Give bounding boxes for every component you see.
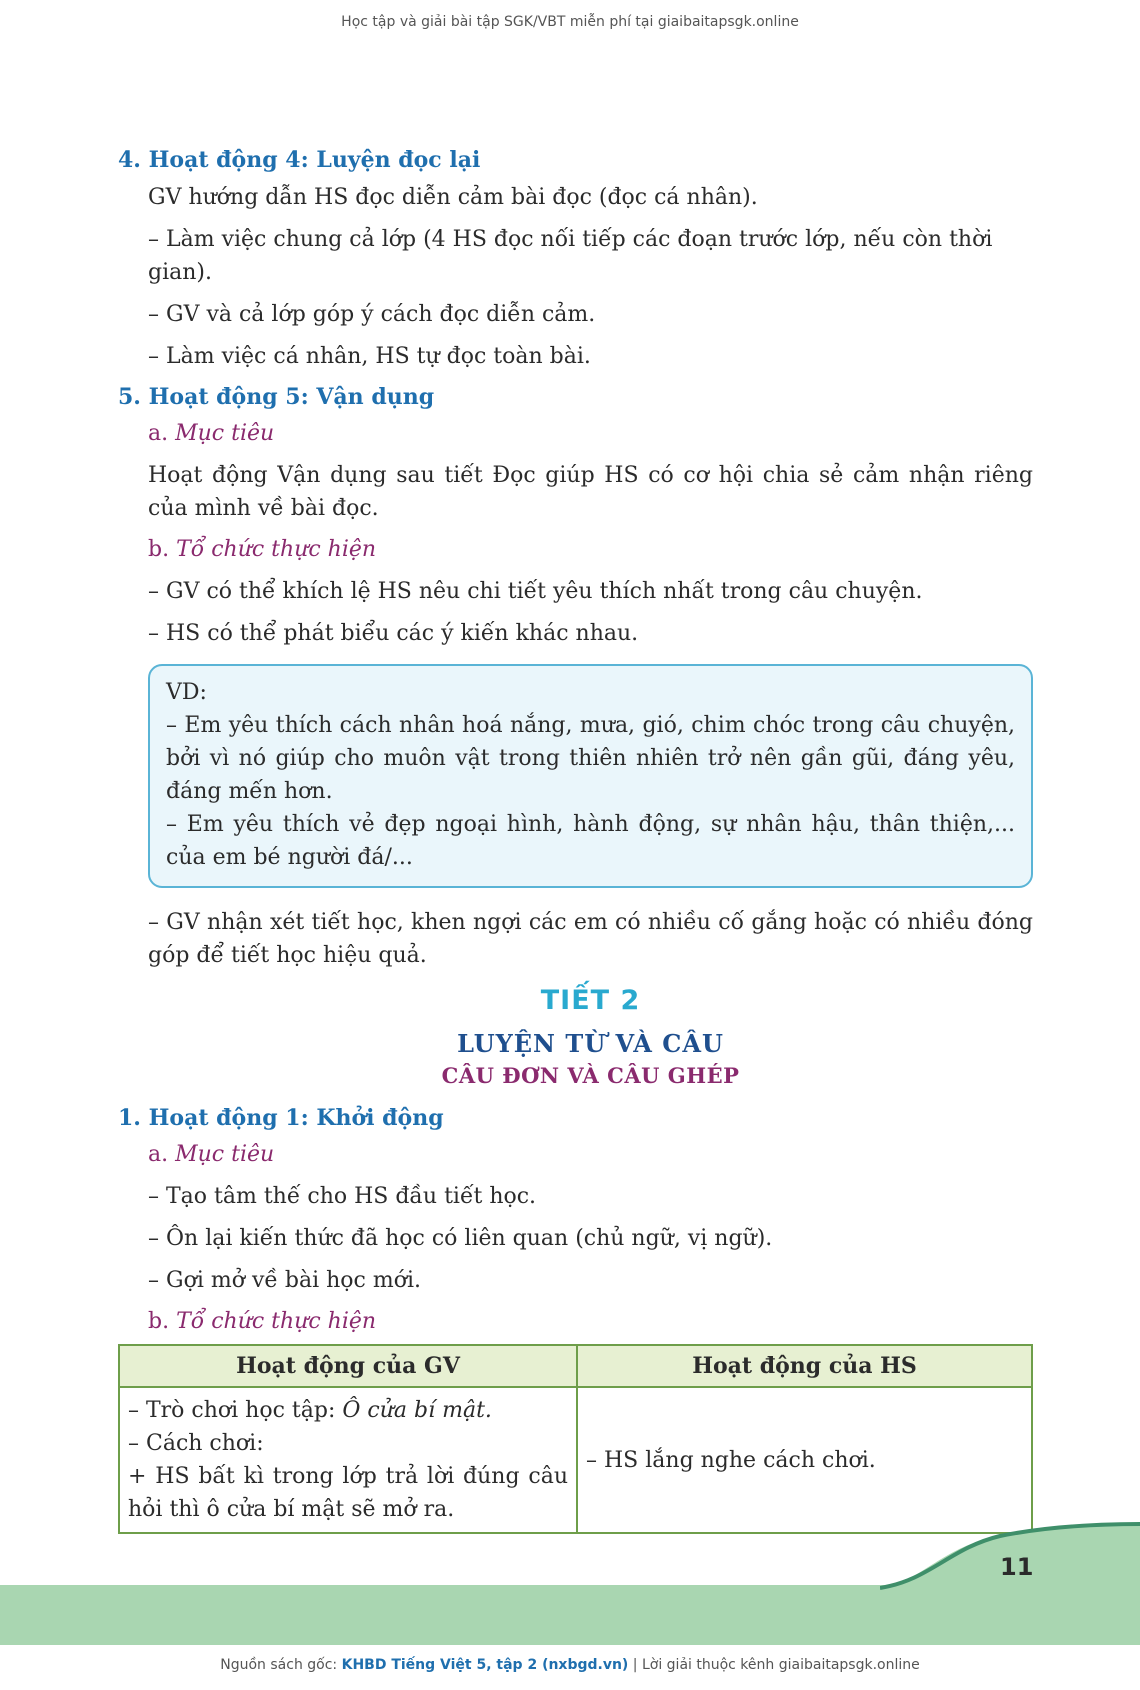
organization-subheading (148, 1306, 1033, 1338)
student-activity-text: – HS lắng nghe cách chơi. (586, 1447, 876, 1473)
example-line: – Em yêu thích cách nhân hoá nắng, mưa, gió, chim chóc trong câu chuyện, bởi vì nó giúp cho muôn vật trong thiên nhiên trở nên gần gũi, đáng yêu, đáng mến hơn. (166, 713, 1015, 804)
objective-letter: a. (148, 1142, 169, 1167)
footer-band (0, 1585, 1140, 1645)
activity-4-line: GV hướng dẫn HS đọc diễn cảm bài đọc (đọc cá nhân). (148, 185, 758, 210)
objective-letter: a. (148, 421, 169, 446)
organization-subheading (148, 534, 1033, 566)
period-title: TIẾT 2 (540, 985, 641, 1016)
example-box (148, 664, 1033, 888)
activity-4-line: – Làm việc chung cả lớp (4 HS đọc nối tiếp các đoạn trước lớp, nếu còn thời gian). (148, 227, 993, 285)
objective-subheading (148, 418, 1033, 450)
lesson-title: LUYỆN TỪ VÀ CÂU (457, 1029, 724, 1058)
activity-4-body (118, 181, 1033, 373)
game-name: Ô cửa bí mật. (342, 1398, 492, 1423)
example-line: – Em yêu thích vẻ đẹp ngoại hình, hành động, sự nhân hậu, thân thiện,... của em bé người đá/... (166, 812, 1015, 870)
activity-5-body (118, 418, 1033, 650)
objective-line: – Tạo tâm thế cho HS đầu tiết học. (148, 1184, 537, 1209)
student-activity-cell (577, 1387, 1032, 1533)
activity-4-heading: 4. Hoạt động 4: Luyện đọc lại (118, 147, 481, 173)
activity-1-heading: 1. Hoạt động 1: Khởi động (118, 1105, 444, 1131)
objective-title: Mục tiêu (175, 1142, 275, 1167)
organization-letter: b. (148, 1309, 170, 1334)
objective-subheading (148, 1139, 1033, 1171)
teacher-column-header: Hoạt động của GV (119, 1345, 577, 1387)
page-number: 11 (1000, 1553, 1034, 1581)
table-row (119, 1387, 1032, 1533)
organization-line: – GV có thể khích lệ HS nêu chi tiết yêu thích nhất trong câu chuyện. (148, 579, 923, 604)
objective-line: – Ôn lại kiến thức đã học có liên quan (chủ ngữ, vị ngữ). (148, 1226, 773, 1251)
activity-4-line: – GV và cả lớp góp ý cách đọc diễn cảm. (148, 302, 596, 327)
lesson-subtitle: CÂU ĐƠN VÀ CÂU GHÉP (441, 1063, 740, 1088)
teacher-activity-cell (119, 1387, 577, 1533)
objective-line: – Gợi mở về bài học mới. (148, 1268, 421, 1293)
top-banner: Học tập và giải bài tập SGK/VBT miễn phí tại giaibaitapsgk.online (341, 14, 799, 30)
activity-1-body (118, 1139, 1033, 1338)
period-2-header (118, 981, 1033, 1091)
activity-4-line: – Làm việc cá nhân, HS tự đọc toàn bài. (148, 344, 591, 369)
page-content (118, 145, 1033, 1534)
objective-title: Mục tiêu (175, 421, 275, 446)
game-rule: + HS bất kì trong lớp trả lời đúng câu hỏi thì ô cửa bí mật sẽ mở ra. (128, 1464, 568, 1522)
table-header-row (119, 1345, 1032, 1387)
objective-text: Hoạt động Vận dụng sau tiết Đọc giúp HS có cơ hội chia sẻ cảm nhận riêng của mình về bài đọc. (148, 463, 1033, 521)
game-line (128, 1394, 568, 1427)
organization-line: – HS có thể phát biểu các ý kiến khác nhau. (148, 621, 639, 646)
game-prefix: – Trò chơi học tập: (128, 1398, 343, 1423)
bottom-banner (0, 1657, 1140, 1673)
student-column-header: Hoạt động của HS (577, 1345, 1032, 1387)
organization-title: Tổ chức thực hiện (176, 537, 377, 562)
how-to-play: – Cách chơi: (128, 1431, 264, 1456)
source-link[interactable]: KHBD Tiếng Việt 5, tập 2 (nxbgd.vn) (341, 1657, 629, 1673)
activity-table (118, 1344, 1033, 1534)
organization-title: Tổ chức thực hiện (176, 1309, 377, 1334)
source-prefix: Nguồn sách gốc: (220, 1657, 342, 1673)
example-label: VD: (166, 680, 207, 705)
source-suffix: | Lời giải thuộc kênh giaibaitapsgk.online (628, 1657, 920, 1673)
organization-letter: b. (148, 537, 170, 562)
activity-5-heading: 5. Hoạt động 5: Vận dụng (118, 384, 435, 410)
closing-remark: – GV nhận xét tiết học, khen ngợi các em có nhiều cố gắng hoặc có nhiều đóng góp để tiết học hiệu quả. (148, 910, 1033, 968)
